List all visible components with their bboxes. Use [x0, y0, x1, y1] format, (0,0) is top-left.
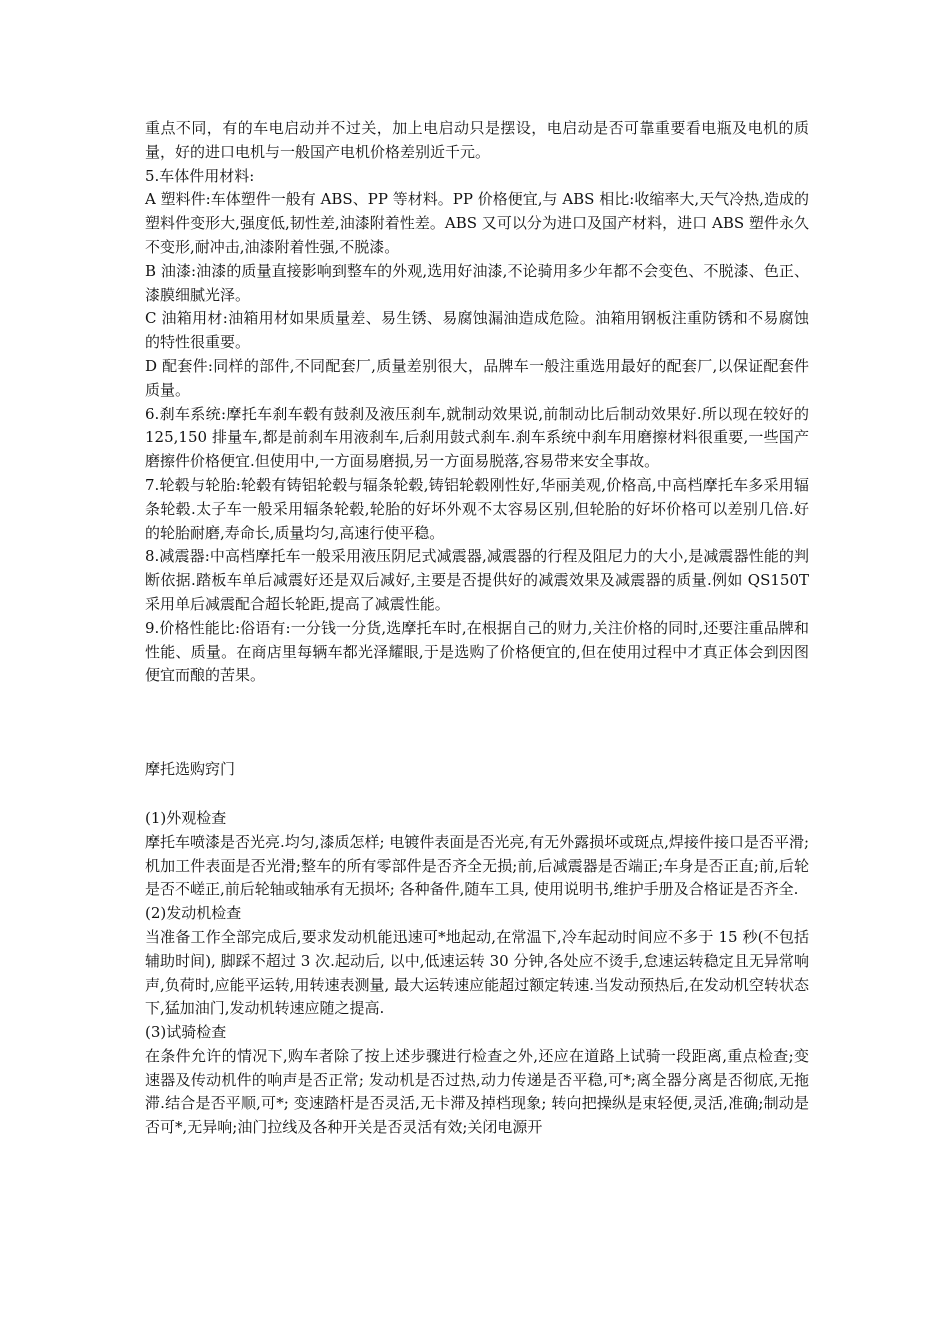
heading-engine-check: (2)发动机检查	[145, 904, 242, 923]
paragraph-shock-absorber: 8.减震器:中高档摩托车一般采用液压阴尼式减震器,减震器的行程及阻尼力的大小,是减震器性能的判断依据.踏板车单后减震好还是双后减好,主要是否提供好的减震效果及减震器的质量.例如 QS150T 采用单后减震配合超长轮距,提高了减震性能。	[145, 547, 809, 613]
paragraph: 重点不同，有的车电启动并不过关，加上电启动只是摆设，电启动是否可靠重要看电瓶及电机的质量，好的进口电机与一般国产电机价格差别近千元。	[145, 119, 809, 161]
paragraph-plastic-parts: A 塑料件:车体塑件一般有 ABS、PP 等材料。PP 价格便宜,与 ABS 相比:收缩率大,天气冷热,造成的塑料件变形大,强度低,韧性差,油漆附着性差。ABS 又可以分为进口及国产材料，进口 ABS 塑件永久不变形,耐冲击,油漆附着性强,不脱漆。	[145, 190, 809, 256]
heading-test-ride-check: (3)试骑检查	[145, 1023, 227, 1042]
paragraph-paint: B 油漆:油漆的质量直接影响到整车的外观,选用好油漆,不论骑用多少年都不会变色、不脱漆、色正、漆膜细腻光泽。	[145, 261, 809, 304]
paragraph-brake-system: 6.刹车系统:摩托车刹车毂有鼓刹及液压刹车,就制动效果说,前制动比后制动效果好.所以现在较好的 125,150 排量车,都是前刹车用液刹车,后刹用鼓式刹车.刹车系统中刹车用磨擦材料很重要,一些国产磨擦件价格便宜.但使用中,一方面易磨损,另一方面易脱落,容易带来安全事故。	[145, 404, 809, 471]
paragraph-heading-materials: 5.车体件用材料:	[145, 166, 255, 185]
paragraph-test-ride-check: 在条件允许的情况下,购车者除了按上述步骤进行检查之外,还应在道路上试骑一段距离,重点检查;变速器及传动机件的响声是否正常; 发动机是否过热,动力传递是否平稳,可*;离全器分离是否彻底,无拖滞.结合是否平顺,可*; 变速踏杆是否灵活,无卡滞及掉档现象; 转向把操纵是束轻便,灵活,准确;制动是否可*,无异响;油门拉线及各种开关是否灵活有效;关闭电源开	[145, 1046, 809, 1137]
paragraph-accessories: D 配套件:同样的部件,不同配套厂,质量差别很大，品牌车一般注重选用最好的配套厂,以保证配套件质量。	[145, 356, 809, 399]
document-body	[145, 117, 809, 1140]
paragraph-engine-check: 当准备工作全部完成后,要求发动机能迅速可*地起动,在常温下,冷车起动时间应不多于 15 秒(不包括辅助时间), 脚踩不超过 3 次.起动后, 以中,低速运转 30 分钟,各处应不烫手,怠速运转稳定且无异常响声,负荷时,应能平运转,用转速表测量, 最大运转速应能超过额定转速.当发动预热后,在发动机空转状态下,猛加油门,发动机转速应随之提高.	[145, 927, 809, 1018]
paragraph-appearance-check: 摩托车喷漆是否光亮.均匀,漆质怎样; 电镀件表面是否光亮,有无外露损坏或斑点,焊接件接口是否平滑;机加工件表面是否光滑;整车的所有零部件是否齐全无损;前,后减震器是否端正;车身是否正直;前,后轮是否不嵯正,前后轮轴或轴承有无损坏; 各种备件,随车工具, 使用说明书,维护手册及合格证是否齐全.	[145, 832, 809, 899]
paragraph-wheels-tires: 7.轮毂与轮胎:轮毂有铸铝轮毂与辐条轮毂,铸铝轮毂刚性好,华丽美观,价格高,中高档摩托车多采用辐条轮毂.太子车一般采用辐条轮毂,轮胎的好坏外观不太容易区别,但轮胎的好坏价格可以差别几倍.好的轮胎耐磨,寿命长,质量均匀,高速行使平稳。	[145, 475, 809, 542]
paragraph-fuel-tank: C 油箱用材:油箱用材如果质量差、易生锈、易腐蚀漏油造成危险。油箱用钢板注重防锈和不易腐蚀的特性很重要。	[145, 309, 809, 352]
spacer	[145, 688, 809, 758]
spacer	[145, 782, 809, 807]
paragraph-price-performance: 9.价格性能比:俗语有:一分钱一分货,选摩托车时,在根据自己的财力,关注价格的同时,还要注重品牌和性能、质量。在商店里每辆车都光泽耀眼,于是选购了价格便宜的,但在使用过程中才真正体会到因图便宜而酿的苦果。	[145, 618, 809, 685]
section-title: 摩托选购窍门	[145, 760, 236, 779]
heading-appearance-check: (1)外观检查	[145, 808, 227, 827]
